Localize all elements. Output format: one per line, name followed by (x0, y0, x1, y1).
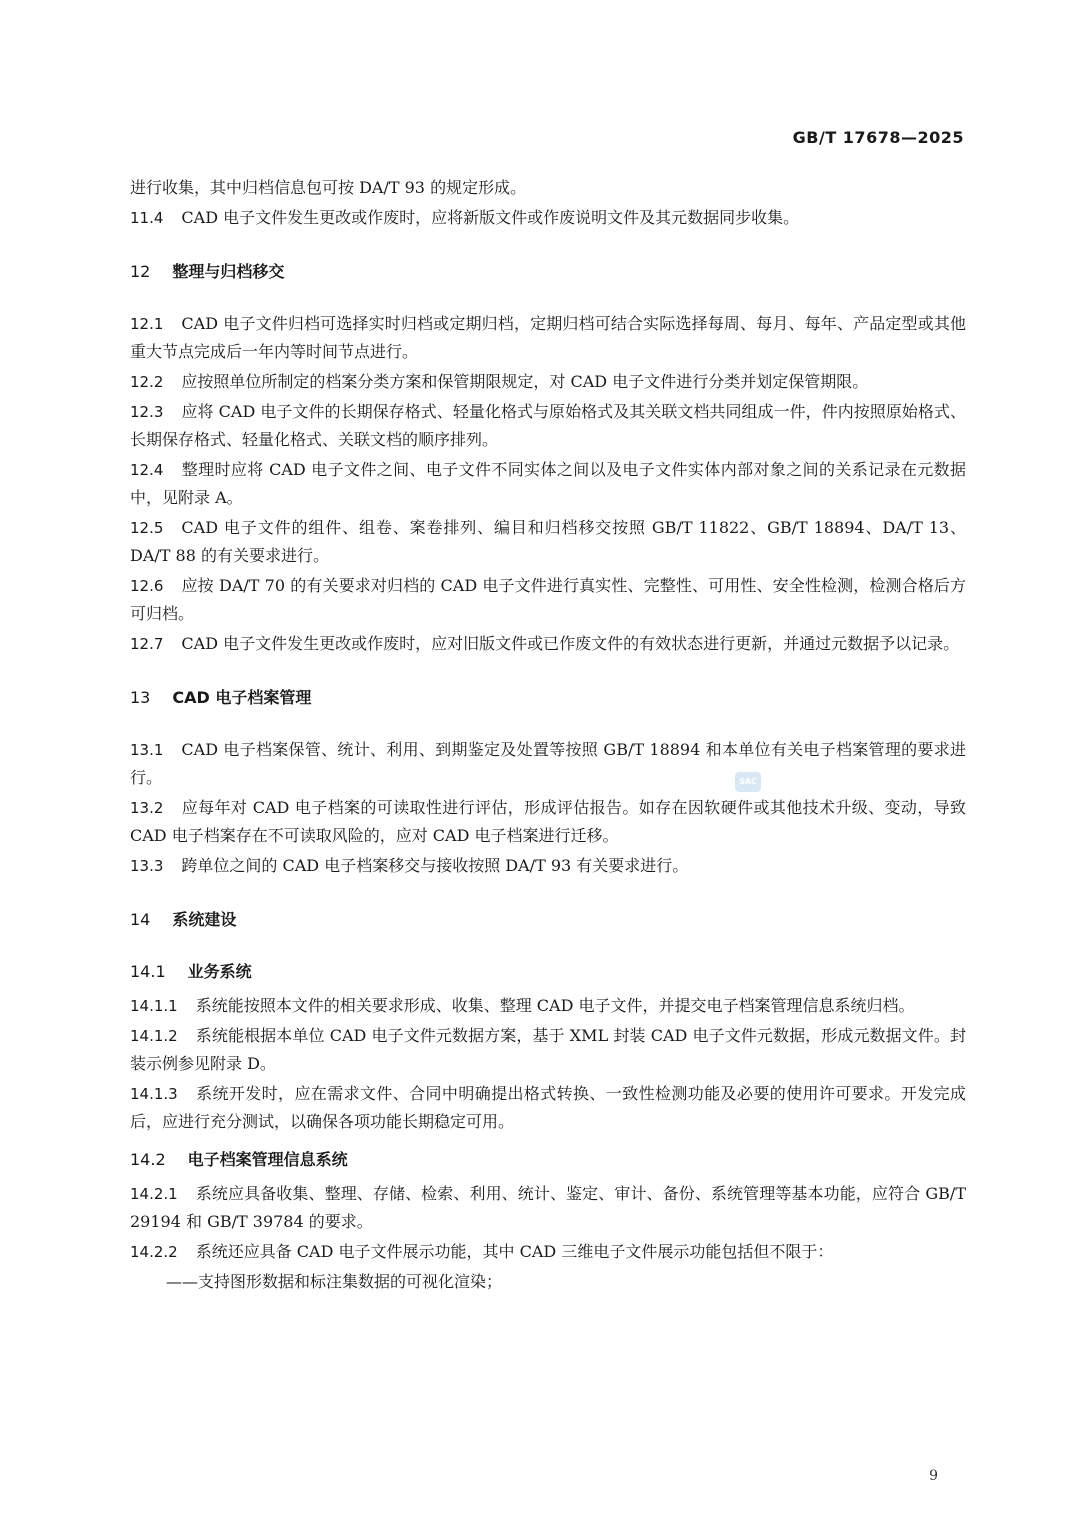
clause-number: 14.2.2 (130, 1243, 178, 1261)
section-heading: 12 整理与归档移交 (130, 262, 285, 281)
paragraph: 12.3 应将 CAD 电子文件的长期保存格式、轻量化格式与原始格式及其关联文档共同组成一件，件内按照原始格式、长期保存格式、轻量化格式、关联文档的顺序排列。 (130, 402, 966, 449)
clause-number: 14.2.1 (130, 1185, 178, 1203)
paragraph: 14.1.3 系统开发时，应在需求文件、合同中明确提出格式转换、一致性检测功能及必要的使用许可要求。开发完成后，应进行充分测试，以确保各项功能长期稳定可用。 (130, 1084, 966, 1131)
clause-number: 12.5 (130, 519, 164, 537)
paragraph: 12.5 CAD 电子文件的组件、组卷、案卷排列、编目和归档移交按照 GB/T 11822、GB/T 18894、DA/T 13、DA/T 88 的有关要求进行。 (130, 518, 966, 565)
paragraph: 12.6 应按 DA/T 70 的有关要求对归档的 CAD 电子文件进行真实性、完整性、可用性、安全性检测，检测合格后方可归档。 (130, 576, 966, 623)
section-heading: 14 系统建设 (130, 910, 237, 929)
clause-number: 11.4 (130, 209, 164, 227)
paragraph: 14.2.2 系统还应具备 CAD 电子文件展示功能，其中 CAD 三维电子文件展示功能包括但不限于： (130, 1242, 834, 1261)
sac-watermark-logo: SAC (735, 772, 761, 792)
paragraph: 14.2.1 系统应具备收集、整理、存储、检索、利用、统计、鉴定、审计、备份、系统管理等基本功能，应符合 GB/T 29194 和 GB/T 39784 的要求。 (130, 1184, 966, 1231)
paragraph: 12.1 CAD 电子文件归档可选择实时归档或定期归档，定期归档可结合实际选择每周、每月、每年、产品定型或其他重大节点完成后一年内等时间节点进行。 (130, 314, 966, 361)
clause-number: 14.1.1 (130, 997, 178, 1015)
clause-number: 12.3 (130, 403, 164, 421)
clause-number: 13.3 (130, 857, 164, 875)
paragraph: 13.3 跨单位之间的 CAD 电子档案移交与接收按照 DA/T 93 有关要求进行。 (130, 856, 689, 875)
clause-number: 12.1 (130, 315, 164, 333)
clause-number: 13.2 (130, 799, 164, 817)
list-item: ——支持图形数据和标注集数据的可视化渲染； (166, 1272, 503, 1291)
paragraph: 12.2 应按照单位所制定的档案分类方案和保管期限规定，对 CAD 电子文件进行分类并划定保管期限。 (130, 372, 869, 391)
paragraph: 11.4 CAD 电子文件发生更改或作废时，应将新版文件或作废说明文件及其元数据同步收集。 (130, 208, 800, 227)
clause-number: 12.7 (130, 635, 164, 653)
clause-number: 12.4 (130, 461, 164, 479)
clause-number: 13.1 (130, 741, 164, 759)
paragraph: 13.1 CAD 电子档案保管、统计、利用、到期鉴定及处置等按照 GB/T 18894 和本单位有关电子档案管理的要求进行。 (130, 740, 966, 787)
section-heading: 13 CAD 电子档案管理 (130, 688, 312, 707)
paragraph: 13.2 应每年对 CAD 电子档案的可读取性进行评估，形成评估报告。如存在因软硬件或其他技术升级、变动，导致 CAD 电子档案存在不可读取风险的，应对 CAD 电子档案进行迁移。 (130, 798, 966, 845)
clause-number: 14.1.3 (130, 1085, 178, 1103)
subsection-heading: 14.2 电子档案管理信息系统 (130, 1150, 348, 1169)
standard-code: GB/T 17678—2025 (792, 128, 964, 147)
document-body (130, 174, 966, 1296)
paragraph: 进行收集，其中归档信息包可按 DA/T 93 的规定形成。 (130, 178, 527, 197)
paragraph: 12.4 整理时应将 CAD 电子文件之间、电子文件不同实体之间以及电子文件实体内部对象之间的关系记录在元数据中，见附录 A。 (130, 460, 966, 507)
subsection-heading: 14.1 业务系统 (130, 962, 252, 981)
paragraph: 12.7 CAD 电子文件发生更改或作废时，应对旧版文件或已作废文件的有效状态进行更新，并通过元数据予以记录。 (130, 634, 960, 653)
clause-number: 12.6 (130, 577, 164, 595)
clause-number: 12.2 (130, 373, 164, 391)
paragraph: 14.1.2 系统能根据本单位 CAD 电子文件元数据方案，基于 XML 封装 CAD 电子文件元数据，形成元数据文件。封装示例参见附录 D。 (130, 1026, 966, 1073)
paragraph: 14.1.1 系统能按照本文件的相关要求形成、收集、整理 CAD 电子文件，并提交电子档案管理信息系统归档。 (130, 996, 915, 1015)
clause-number: 14.1.2 (130, 1027, 178, 1045)
page-number: 9 (929, 1468, 938, 1484)
